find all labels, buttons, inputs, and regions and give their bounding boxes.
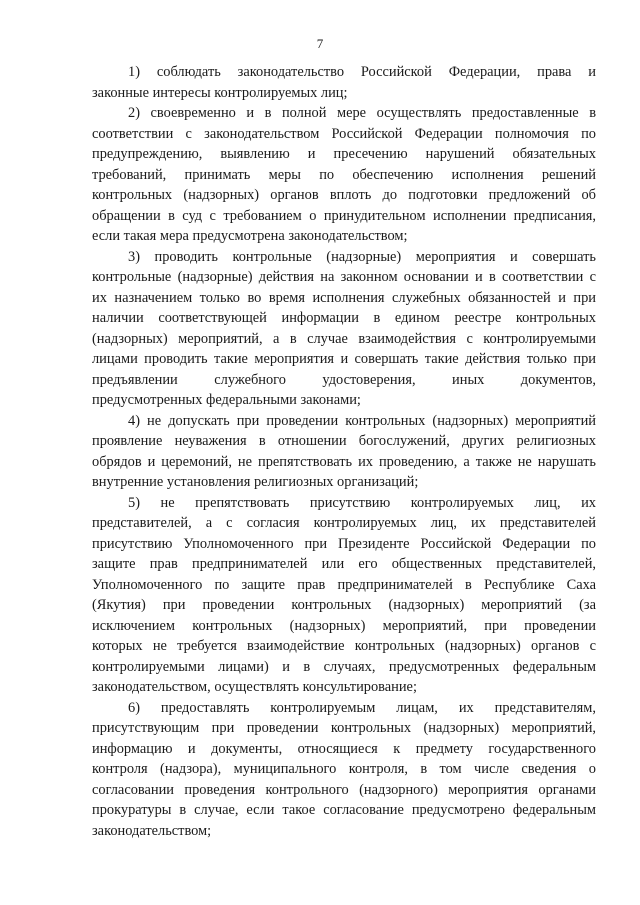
text-line: (надзорных) мероприятий, а в случае взаимодействия с контролируемыми [92,330,596,347]
text-line: Уполномоченного по защите прав предпринимателей в Республике Саха [92,576,596,593]
text-line: законодательством; [92,822,212,839]
text-line: которых не требуется взаимодействие контрольных (надзорных) органов с [92,638,596,654]
page-number: 7 [316,36,324,51]
text-line: внутренние установления религиозных организаций; [92,474,419,490]
text-line: присутствию Уполномоченного при Президенте Российской Федерации по [92,535,596,552]
text-line: контролируемыми лицами) и в случаях, предусмотренных федеральным [92,658,596,675]
text-line: проявление неуважения в отношении богослужений, других религиозных [92,433,596,449]
text-line: их назначением только во время исполнения служебных обязанностей и при [92,289,596,306]
text-line: защите прав предпринимателей или его общественных представителей, [92,556,596,572]
paragraph-4 [92,411,596,493]
text-line: наличии соответствующей информации в едином реестре контрольных [92,310,596,326]
text-line: 5) не препятствовать присутствию контролируемых лиц, их [128,494,596,511]
text-line: присутствующим при проведении контрольных (надзорных) мероприятий, [92,720,596,736]
text-line: предупреждению, выявлению и пресечению нарушений обязательных [92,146,596,162]
text-line: контроля (надзора), муниципального контроля, в том числе сведения о [92,761,596,777]
paragraph-1 [92,62,596,103]
paragraph-5 [92,493,596,698]
text-line: контрольных (надзорных) органов вплоть до подготовки предложений об [92,187,596,203]
paragraph-2 [92,103,596,247]
text-line: контрольные (надзорные) действия на законном основании и в соответствии с [92,269,596,285]
text-line: прокуратуры в случае, если такое согласование предусмотрено федеральным [92,802,596,818]
document-body [92,62,596,841]
text-line: 3) проводить контрольные (надзорные) мероприятия и совершать [128,248,596,265]
text-line: (Якутия) при проведении контрольных (надзорных) мероприятий (за [92,597,596,613]
text-line: 2) своевременно и в полной мере осуществлять предоставленные в [128,105,596,121]
text-line: законные интересы контролируемых лиц; [92,84,348,101]
text-line: информацию и документы, относящиеся к предмету государственного [92,740,596,757]
text-line: обращении в суд с требованием о принудительном исполнении предписания, [92,207,596,224]
text-line: 6) предоставлять контролируемым лицам, их представителям, [128,699,596,716]
paragraph-6 [92,698,596,842]
text-line: исключением контрольных (надзорных) мероприятий, при проведении [92,617,596,634]
text-line: 4) не допускать при проведении контрольных (надзорных) мероприятий [128,412,596,429]
text-line: обрядов и церемоний, не препятствовать их проведению, а также не нарушать [92,453,596,470]
text-line: законодательством, осуществлять консультирование; [92,679,417,695]
text-line: лицами проводить такие мероприятия и совершать такие действия только при [92,351,596,367]
text-line: предъявлении служебного удостоверения, иных документов, [92,371,596,388]
text-line: требований, принимать меры по обеспечению исполнения решений [92,166,596,183]
text-line: 1) соблюдать законодательство Российской Федерации, права и [128,64,596,80]
text-line: представителей, а с согласия контролируемых лиц, их представителей [92,515,596,531]
text-line: если такая мера предусмотрена законодательством; [92,228,408,244]
text-line: предусмотренных федеральными законами; [92,392,361,408]
text-line: согласовании проведения контрольного (надзорного) мероприятия органами [92,781,596,798]
text-line: соответствии с законодательством Российской Федерации полномочия по [92,125,596,142]
paragraph-3 [92,247,596,411]
